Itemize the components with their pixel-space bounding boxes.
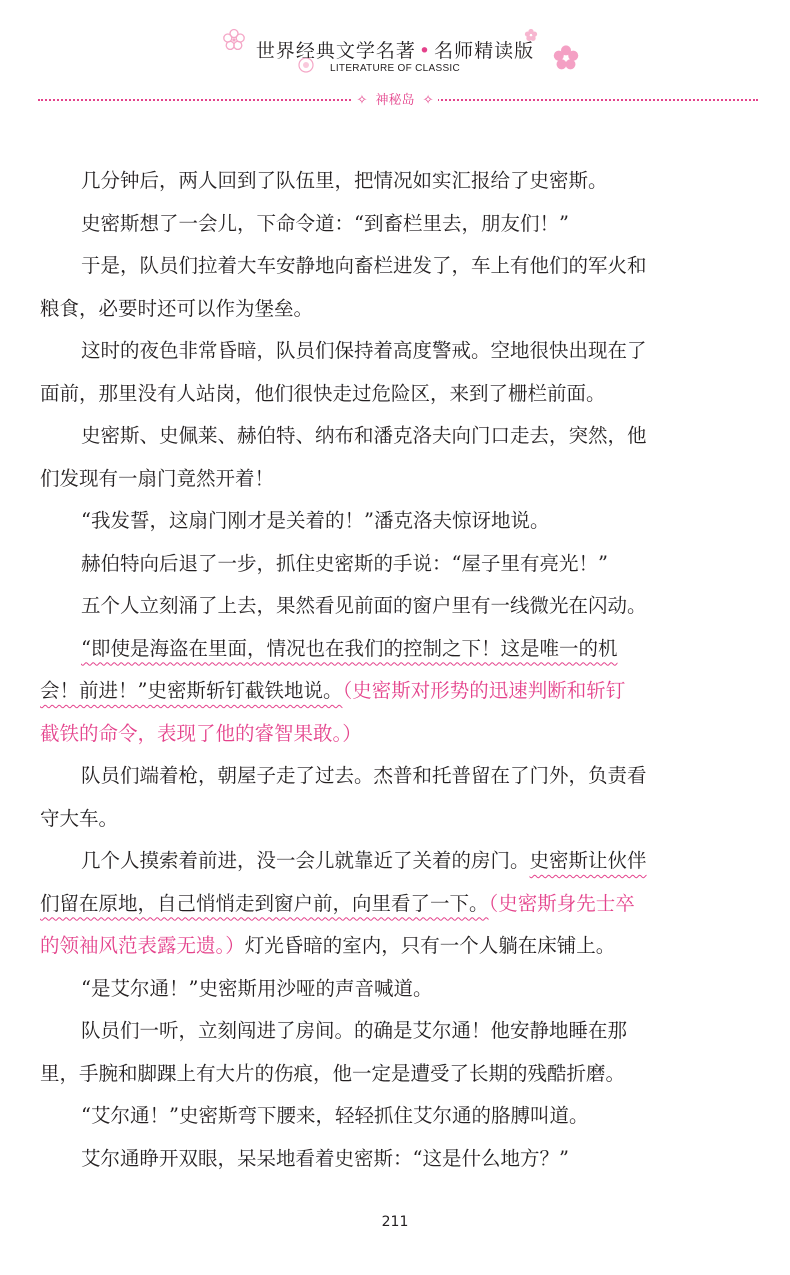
paragraph: 五个人立刻涌了上去，果然看见前面的窗户里有一线微光在闪动。 — [81, 594, 647, 617]
paragraph-line: 里，手腕和脚踝上有大片的伤痕，他一定是遭受了长期的残酷折磨。 — [40, 1061, 626, 1085]
annotation-note: （史密斯身先士卒 — [488, 891, 635, 915]
paragraph: 史密斯想了一会儿，下命令道：“到畜栏里去，朋友们！” — [81, 211, 569, 235]
paragraph-line: 队员们端着枪，朝屋子走了过去。杰普和托普留在了门外，负责看 — [81, 764, 647, 787]
paragraph-line — [40, 713, 756, 756]
paragraph-line: 这时的夜色非常昏暗，队员们保持着高度警戒。空地很快出现在了 — [81, 339, 647, 362]
annotation-note: 截铁的命令，表现了他的睿智果敢。） — [40, 721, 362, 745]
series-subtitle: LITERATURE OF CLASSIC — [329, 63, 461, 74]
paragraph: 几分钟后，两人回到了队伍里，把情况如实汇报给了史密斯。 — [81, 169, 608, 192]
paragraph-line: 于是，队员们拉着大车安静地向畜栏进发了，车上有他们的军火和 — [81, 254, 647, 277]
book-title: ✧ 神秘岛 ✧ — [352, 89, 437, 108]
paragraph: “是艾尔通！”史密斯用沙哑的声音喊道。 — [81, 976, 433, 1000]
paragraph-line — [40, 883, 756, 926]
page-body — [40, 160, 756, 1180]
paragraph-line — [40, 925, 756, 968]
paragraph-line: 面前，那里没有人站岗，他们很快走过危险区，来到了栅栏前面。 — [40, 381, 606, 405]
book-title-label — [0, 89, 790, 108]
paragraph-line: 守大车。 — [40, 806, 119, 830]
paragraph: 赫伯特向后退了一步，抓住史密斯的手说：“屋子里有亮光！” — [81, 551, 608, 575]
bullet-icon: • — [418, 40, 432, 62]
paragraph-line: 们发现有一扇门竟然开着！ — [40, 466, 275, 490]
paragraph: 艾尔通睁开双眼，呆呆地看着史密斯：“这是什么地方？” — [81, 1146, 569, 1170]
paragraph: “我发誓，这扇门刚才是关着的！”潘克洛夫惊讶地说。 — [81, 509, 550, 532]
paragraph-line — [40, 840, 756, 883]
plain-text: 灯光昏暗的室内，只有一个人躺在床铺上。 — [244, 934, 616, 957]
paragraph: “艾尔通！”史密斯弯下腰来，轻轻抓住艾尔通的胳膊叫道。 — [81, 1104, 589, 1127]
highlighted-sentence: 们留在原地，自己悄悄走到窗户前，向里看了一下。 — [40, 891, 489, 915]
paragraph-line — [40, 628, 756, 671]
page-number: 211 — [381, 1214, 409, 1230]
series-title — [0, 36, 790, 63]
highlighted-sentence: 史密斯让伙伴 — [529, 849, 647, 872]
plain-text: 几个人摸索着前进，没一会儿就靠近了关着的房门。 — [81, 849, 530, 872]
paragraph-line: 史密斯、史佩莱、赫伯特、纳布和潘克洛夫向门口走去，突然，他 — [81, 424, 647, 447]
annotation-note: （史密斯对形势的迅速判断和斩钉 — [342, 679, 626, 702]
highlighted-sentence: “即使是海盗在里面，情况也在我们的控制之下！这是唯一的机 — [81, 636, 618, 660]
highlighted-sentence: 会！前进！”史密斯斩钉截铁地说。 — [40, 679, 343, 702]
paragraph-line — [40, 670, 756, 713]
annotation-note: 的领袖风范表露无遗。） — [40, 934, 245, 957]
paragraph-line: 队员们一听，立刻闯进了房间。的确是艾尔通！他安静地睡在那 — [81, 1019, 628, 1042]
edition-label: 名师精读版 — [434, 40, 535, 62]
series-name: 世界经典文学名著 — [255, 40, 416, 62]
paragraph-line: 粮食，必要时还可以作为堡垒。 — [40, 296, 314, 320]
